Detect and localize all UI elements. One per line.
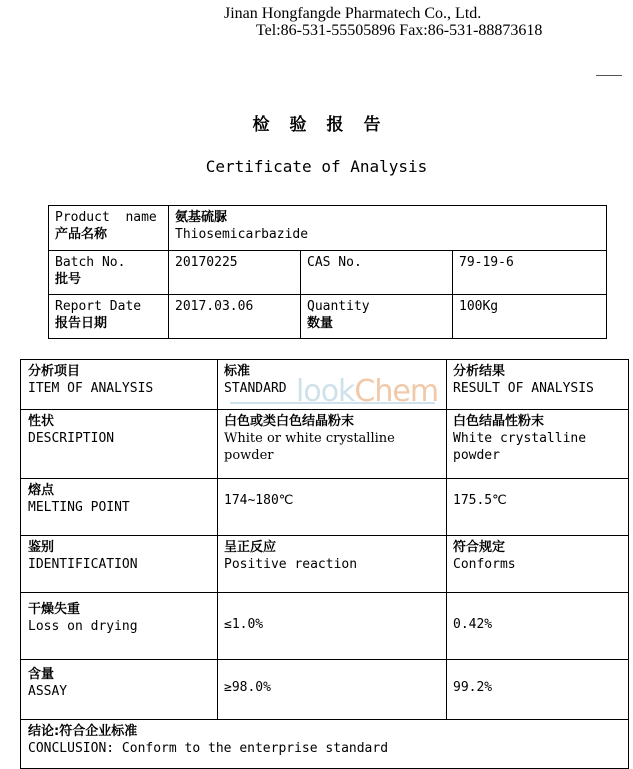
header-standard-cn: 标准: [224, 364, 251, 379]
assay-standard-value: ≥98.0%: [224, 680, 271, 695]
analysis-table: [20, 359, 629, 769]
table-row: [21, 410, 629, 479]
table-row: [21, 660, 629, 720]
description-result: [447, 410, 629, 479]
watermark-text-1: look: [296, 374, 355, 409]
header-item-en: ITEM OF ANALYSIS: [28, 381, 154, 396]
assay-result-value: 99.2%: [453, 680, 493, 695]
table-row: [21, 536, 629, 593]
report-date-value: 2017.03.06: [169, 295, 301, 339]
header-result-en: RESULT OF ANALYSIS: [453, 381, 594, 396]
melting-item-en: MELTING POINT: [28, 500, 130, 515]
quantity-label-cn: 数量: [307, 316, 334, 331]
header-standard-en: STANDARD: [224, 381, 287, 396]
description-standard-cn: 白色或类白色结晶粉末: [224, 414, 355, 429]
product-name-label-en: Product name: [55, 210, 157, 225]
product-name-label: [49, 206, 169, 251]
header-item-cn: 分析项目: [28, 364, 81, 379]
conclusion: [21, 720, 629, 769]
divider: [596, 75, 622, 76]
melting-result-value: 175.5℃: [453, 493, 507, 508]
conclusion-en: CONCLUSION: Conform to the enterprise standard: [28, 741, 389, 756]
assay-item: [21, 660, 218, 720]
report-date-label-cn: 报告日期: [55, 316, 108, 331]
quantity-label: [301, 295, 453, 339]
report-date-label-en: Report Date: [55, 299, 142, 314]
table-row: [49, 295, 607, 339]
report-date-label: [49, 295, 169, 339]
assay-item-cn: 含量: [28, 667, 55, 682]
assay-standard: [218, 660, 447, 720]
assay-result: [447, 660, 629, 720]
quantity-value: 100Kg: [453, 295, 607, 339]
product-name-cn: 氨基硫脲: [175, 210, 228, 225]
watermark-text-2: Chem: [354, 374, 439, 409]
loss-on-drying-item: [21, 593, 218, 660]
identification-standard: [218, 536, 447, 593]
batch-label-en: Batch No.: [55, 255, 126, 270]
company-contact: Tel:86-531-55505896 Fax:86-531-88873618: [256, 22, 543, 39]
table-row: [49, 206, 607, 251]
identification-result: [447, 536, 629, 593]
identification-item-cn: 鉴别: [28, 540, 55, 555]
header-item: [21, 360, 218, 410]
melting-item: [21, 479, 218, 536]
company-name: Jinan Hongfangde Pharmatech Co., Ltd.: [224, 5, 482, 22]
melting-standard-value: 174~180℃: [224, 493, 294, 508]
table-row: [21, 479, 629, 536]
identification-item-en: IDENTIFICATION: [28, 557, 138, 572]
description-item: [21, 410, 218, 479]
product-name-label-cn: 产品名称: [55, 227, 108, 242]
description-result-en-1: White crystalline: [453, 431, 587, 446]
melting-result: [447, 479, 629, 536]
cas-label: CAS No.: [301, 251, 453, 295]
description-standard-en-2: powder: [224, 448, 274, 463]
identification-standard-cn: 呈正反应: [224, 540, 277, 555]
identification-result-cn: 符合规定: [453, 540, 506, 555]
melting-item-cn: 熔点: [28, 483, 55, 498]
product-name-value: [169, 206, 607, 251]
loss-standard: [218, 593, 447, 660]
loss-standard-value: ≤1.0%: [224, 617, 264, 632]
quantity-label-en: Quantity: [307, 299, 370, 314]
description-standard: [218, 410, 447, 479]
company-header: [224, 5, 624, 39]
watermark-logo: [296, 374, 438, 409]
batch-label: [49, 251, 169, 295]
table-row: [49, 251, 607, 295]
product-name-en: Thiosemicarbazide: [175, 227, 309, 242]
batch-label-cn: 批号: [55, 272, 82, 287]
description-item-cn: 性状: [28, 414, 55, 429]
loss-result-value: 0.42%: [453, 617, 493, 632]
header-result: [447, 360, 629, 410]
title-chinese: 检验报告: [252, 115, 401, 135]
conclusion-cn: 结论:符合企业标准: [28, 724, 138, 739]
table-row: [21, 593, 629, 660]
assay-item-en: ASSAY: [28, 684, 68, 699]
conclusion-row: [21, 720, 629, 769]
description-standard-en-1: White or white crystalline: [224, 431, 395, 446]
identification-item: [21, 536, 218, 593]
loss-item-en: Loss on drying: [28, 619, 138, 634]
melting-standard: [218, 479, 447, 536]
loss-item-cn: 干燥失重: [28, 602, 81, 617]
description-result-en-2: powder: [453, 448, 500, 463]
description-item-en: DESCRIPTION: [28, 431, 115, 446]
description-result-cn: 白色结晶性粉末: [453, 414, 545, 429]
batch-value: 20170225: [169, 251, 301, 295]
title-english: Certificate of Analysis: [205, 157, 428, 176]
product-info-table: [48, 205, 607, 339]
loss-result: [447, 593, 629, 660]
cas-value: 79-19-6: [453, 251, 607, 295]
identification-standard-en: Positive reaction: [224, 557, 358, 572]
header-result-cn: 分析结果: [453, 364, 506, 379]
identification-result-en: Conforms: [453, 557, 516, 572]
